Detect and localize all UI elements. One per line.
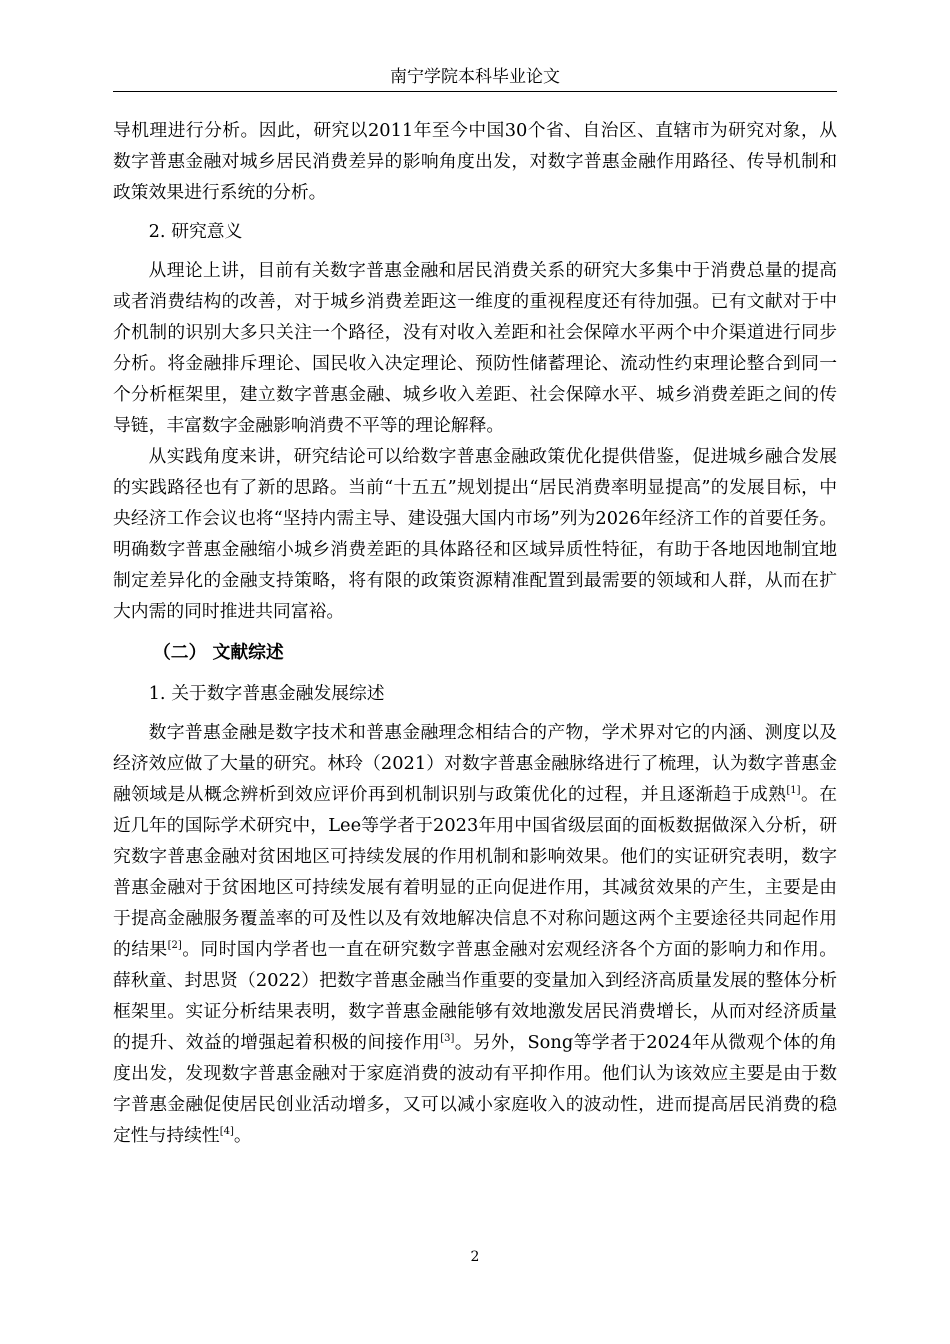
- text-segment: 。在近几年的国际学术研究中，Lee等学者于2023年用中国省级层面的面板数据做深入分析，研究数字普惠金融对贫困地区可持续发展的作用机制和影响效果。他们的实证研究表明，数字普惠金融对于贫困地区可持续发展有着明显的正向促进作用，其减贫效果的产生，主要是由于提高金融服务覆盖率的可及性以及有效地解决信息不对称问题这两个主要途径共同起作用的结果: [113, 784, 837, 960]
- paragraph-practice: 从实践角度来讲，研究结论可以给数字普惠金融政策优化提供借鉴，促进城乡融合发展的实践路径也有了新的思路。当前“十五五”规划提出“居民消费率明显提高”的发展目标，中央经济工作会议也将“坚持内需主导、建设强大国内市场”列为2026年经济工作的首要任务。明确数字普惠金融缩小城乡消费差距的具体路径和区域异质性特征，有助于各地因地制宜地制定差异化的金融支持策略，将有限的政策资源精准配置到最需要的领域和人群，从而在扩大内需的同时推进共同富裕。: [113, 446, 837, 622]
- text-segment: 数字普惠金融是数字技术和普惠金融理念相结合的产物，学术界对它的内涵、测度以及经济效应做了大量的研究。林玲（2021）对数字普惠金融脉络进行了梳理，认为数字普惠金融领域是从概念辨析到效应评价再到机制识别与政策优化的过程，并且逐渐趋于成熟: [113, 722, 837, 805]
- paragraph-literature: [113, 717, 837, 1151]
- running-header: 南宁学院本科毕业论文: [390, 67, 560, 87]
- section-heading-literature-review: （二） 文献综述: [153, 642, 284, 663]
- header-rule: [113, 91, 837, 92]
- citation-1: [1]: [786, 785, 801, 796]
- citation-2: [2]: [167, 940, 182, 951]
- text-segment: 。: [233, 1125, 252, 1146]
- page-body: [113, 115, 837, 1151]
- subheading-research-significance: 2. 研究意义: [148, 221, 243, 242]
- citation-4: [4]: [219, 1126, 234, 1137]
- citation-3: [3]: [440, 1033, 455, 1044]
- text-segment: 。同时国内学者也一直在研究数字普惠金融对宏观经济各个方面的影响力和作用。薛秋童、封思贤（2022）把数字普惠金融当作重要的变量加入到经济高质量发展的整体分析框架里。实证分析结果表明，数字普惠金融能够有效地激发居民消费增长，从而对经济质量的提升、效益的增强起着积极的间接作用: [113, 939, 837, 1053]
- paragraph-continued: 导机理进行分析。因此，研究以2011年至今中国30个省、自治区、直辖市为研究对象，从数字普惠金融对城乡居民消费差异的影响角度出发，对数字普惠金融作用路径、传导机制和政策效果进行系统的分析。: [113, 120, 837, 203]
- text-segment: 。另外，Song等学者于2024年从微观个体的角度出发，发现数字普惠金融对于家庭消费的波动有平抑作用。他们认为该效应主要是由于数字普惠金融促使居民创业活动增多，又可以减小家庭收入的波动性，进而提高居民消费的稳定性与持续性: [113, 1032, 837, 1146]
- paragraph-theory: 从理论上讲，目前有关数字普惠金融和居民消费关系的研究大多集中于消费总量的提高或者消费结构的改善，对于城乡消费差距这一维度的重视程度还有待加强。已有文献对于中介机制的识别大多只关注一个路径，没有对收入差距和社会保障水平两个中介渠道进行同步分析。将金融排斥理论、国民收入决定理论、预防性储蓄理论、流动性约束理论整合到同一个分析框架里，建立数字普惠金融、城乡收入差距、社会保障水平、城乡消费差距之间的传导链，丰富数字金融影响消费不平等的理论解释。: [113, 260, 837, 436]
- subheading-digital-finance-review: 1. 关于数字普惠金融发展综述: [148, 683, 385, 704]
- page-number: 2: [470, 1249, 480, 1265]
